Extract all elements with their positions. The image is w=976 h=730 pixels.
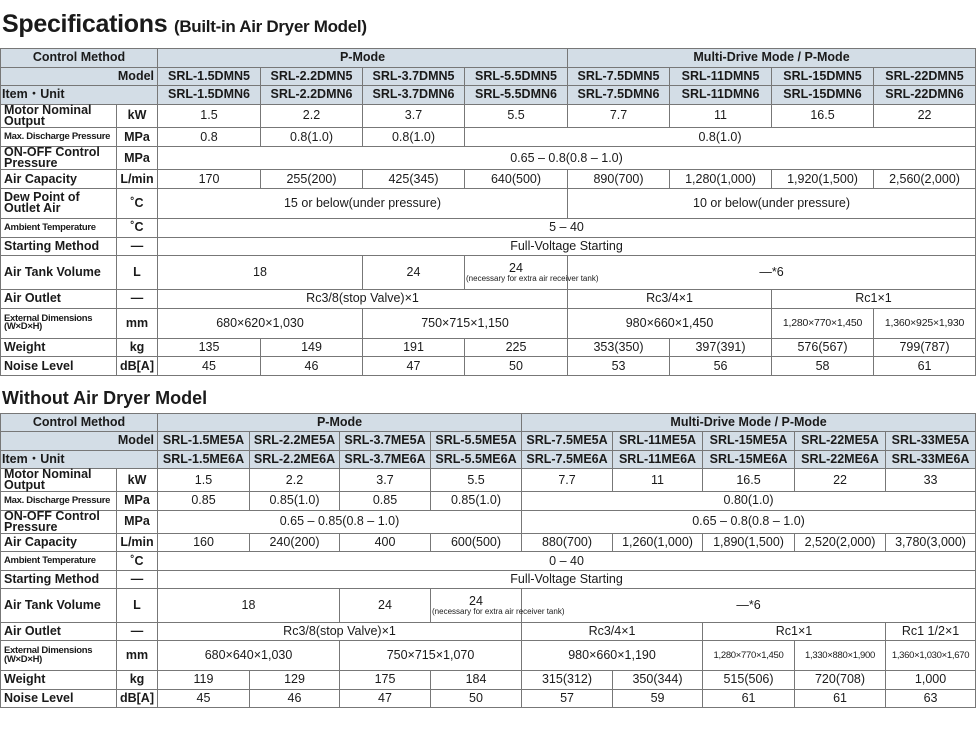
value-cell: 7.7 xyxy=(522,468,613,492)
value-cell: 10 or below(under pressure) xyxy=(568,188,976,218)
value-cell: Rc3/8(stop Valve)×1 xyxy=(158,290,568,309)
model-cell: SRL-33ME5A xyxy=(886,432,976,450)
value-cell: 1,280×770×1,450 xyxy=(703,641,795,671)
multi-mode-header: Multi-Drive Mode / P-Mode xyxy=(522,414,976,432)
value-cell: 799(787) xyxy=(874,338,976,357)
row-label: Starting Method xyxy=(1,570,117,588)
model-cell: SRL-2.2ME6A xyxy=(250,450,340,468)
item-unit-label: Item・Unit xyxy=(1,86,158,105)
value-cell: 15 or below(under pressure) xyxy=(158,188,568,218)
row-onoff xyxy=(1,146,976,170)
model-cell: SRL-5.5ME5A xyxy=(431,432,522,450)
value-cell: Rc3/4×1 xyxy=(568,290,772,309)
model-cell: SRL-7.5DMN6 xyxy=(568,86,670,105)
value-cell: 11 xyxy=(613,468,703,492)
value-cell: 1,360×1,030×1,670 xyxy=(886,641,976,671)
row-unit: ˚C xyxy=(117,218,158,237)
model-cell: SRL-3.7ME6A xyxy=(340,450,431,468)
model-cell: SRL-1.5DMN5 xyxy=(158,67,261,86)
value-cell: 0.8(1.0) xyxy=(465,128,976,147)
value-cell: Rc3/4×1 xyxy=(522,623,703,641)
p-mode-header: P-Mode xyxy=(158,49,568,68)
row-starting xyxy=(1,570,976,588)
row-unit: MPa xyxy=(117,510,158,534)
value-cell: 576(567) xyxy=(772,338,874,357)
value-cell: 47 xyxy=(340,689,431,707)
value-cell: 0.65 – 0.8(0.8 – 1.0) xyxy=(158,146,976,170)
model-cell: SRL-11ME5A xyxy=(613,432,703,450)
value-cell: 750×715×1,150 xyxy=(363,308,568,338)
value-cell: 350(344) xyxy=(613,671,703,689)
row-ambient xyxy=(1,552,976,570)
value-cell: 160 xyxy=(158,534,250,552)
value-cell: 24 xyxy=(340,589,431,623)
row-dew-point xyxy=(1,188,976,218)
model-cell: SRL-5.5DMN5 xyxy=(465,67,568,86)
row-motor xyxy=(1,104,976,128)
model-cell: SRL-3.7DMN6 xyxy=(363,86,465,105)
model-cell: SRL-5.5DMN6 xyxy=(465,86,568,105)
value-cell: 170 xyxy=(158,170,261,189)
header-row-model-a xyxy=(1,432,976,450)
row-unit: MPa xyxy=(117,492,158,510)
row-unit: L/min xyxy=(117,534,158,552)
value-cell: 5.5 xyxy=(431,468,522,492)
value-cell: 119 xyxy=(158,671,250,689)
value-cell: 680×620×1,030 xyxy=(158,308,363,338)
row-discharge xyxy=(1,492,976,510)
row-label: Ambient Temperature xyxy=(1,218,117,237)
spec-table-no-dryer xyxy=(0,413,976,708)
model-cell: SRL-22DMN5 xyxy=(874,67,976,86)
value-cell: 0.85(1.0) xyxy=(431,492,522,510)
row-tank xyxy=(1,256,976,290)
value-cell-tank-note xyxy=(431,589,565,623)
model-cell: SRL-3.7DMN5 xyxy=(363,67,465,86)
value-cell: Full-Voltage Starting xyxy=(158,237,976,256)
value-cell: 149 xyxy=(261,338,363,357)
value-cell: 0.80(1.0) xyxy=(522,492,976,510)
model-cell: SRL-1.5DMN6 xyxy=(158,86,261,105)
model-label: Model xyxy=(1,432,158,450)
value-cell: 16.5 xyxy=(772,104,874,128)
row-label: Air Tank Volume xyxy=(1,589,117,623)
value-cell: —*6 xyxy=(568,256,976,290)
row-label: Dew Point of Outlet Air xyxy=(1,188,117,218)
row-unit: mm xyxy=(117,308,158,338)
value-cell: 1,000 xyxy=(886,671,976,689)
model-label: Model xyxy=(1,67,158,86)
value-cell: 397(391) xyxy=(670,338,772,357)
value-cell: 1.5 xyxy=(158,104,261,128)
row-unit: kW xyxy=(117,104,158,128)
value-cell: 11 xyxy=(670,104,772,128)
value-cell: 3.7 xyxy=(363,104,465,128)
value-cell: 0.8(1.0) xyxy=(363,128,465,147)
value-cell: 1,280(1,000) xyxy=(670,170,772,189)
row-label: Air Outlet xyxy=(1,623,117,641)
row-label: ON-OFF Control Pressure xyxy=(1,146,117,170)
row-unit: kg xyxy=(117,671,158,689)
model-cell: SRL-7.5ME5A xyxy=(522,432,613,450)
value-cell: 175 xyxy=(340,671,431,689)
value-cell-tank-note xyxy=(465,256,599,290)
value-cell: 515(506) xyxy=(703,671,795,689)
value-cell: 400 xyxy=(340,534,431,552)
value-cell: 425(345) xyxy=(363,170,465,189)
value-cell: 1,360×925×1,930 xyxy=(874,308,976,338)
row-label: Starting Method xyxy=(1,237,117,256)
row-unit: ˚C xyxy=(117,552,158,570)
value-cell: 0.85(1.0) xyxy=(250,492,340,510)
row-label: Max. Discharge Pressure xyxy=(1,128,117,147)
model-cell: SRL-3.7ME5A xyxy=(340,432,431,450)
model-cell: SRL-15ME6A xyxy=(703,450,795,468)
value-cell: 2,520(2,000) xyxy=(795,534,886,552)
value-cell: 1,890(1,500) xyxy=(703,534,795,552)
value-cell: 5 – 40 xyxy=(158,218,976,237)
value-cell: 2,560(2,000) xyxy=(874,170,976,189)
value-cell: Full-Voltage Starting xyxy=(158,570,976,588)
value-cell: 0.85 xyxy=(340,492,431,510)
item-unit-label: Item・Unit xyxy=(1,450,158,468)
value-cell: Rc1×1 xyxy=(772,290,976,309)
value-cell: 1,280×770×1,450 xyxy=(772,308,874,338)
value-cell: 1.5 xyxy=(158,468,250,492)
row-label: Air Tank Volume xyxy=(1,256,117,290)
value-cell: 1,920(1,500) xyxy=(772,170,874,189)
row-capacity xyxy=(1,534,976,552)
model-cell: SRL-5.5ME6A xyxy=(431,450,522,468)
model-cell: SRL-1.5ME5A xyxy=(158,432,250,450)
row-dimensions xyxy=(1,641,976,671)
row-unit: — xyxy=(117,623,158,641)
model-cell: SRL-2.2DMN6 xyxy=(261,86,363,105)
row-unit: — xyxy=(117,237,158,256)
value-cell: 53 xyxy=(568,357,670,376)
model-cell: SRL-11DMN5 xyxy=(670,67,772,86)
model-cell: SRL-22ME6A xyxy=(795,450,886,468)
value-cell: Rc3/8(stop Valve)×1 xyxy=(158,623,522,641)
value-cell: —*6 xyxy=(522,589,976,623)
row-unit: MPa xyxy=(117,146,158,170)
value-cell: Rc1 1/2×1 xyxy=(886,623,976,641)
value-cell: 7.7 xyxy=(568,104,670,128)
value-cell: 16.5 xyxy=(703,468,795,492)
row-unit: — xyxy=(117,290,158,309)
value-cell: 1,330×880×1,900 xyxy=(795,641,886,671)
model-cell: SRL-15DMN6 xyxy=(772,86,874,105)
row-label: Air Outlet xyxy=(1,290,117,309)
value-cell: 18 xyxy=(158,256,363,290)
row-label: External Dimensions (W×D×H) xyxy=(1,308,117,338)
value-cell: 58 xyxy=(772,357,874,376)
title-subtitle: (Built-in Air Dryer Model) xyxy=(173,17,367,36)
row-capacity xyxy=(1,170,976,189)
row-unit: kg xyxy=(117,338,158,357)
value-cell: 750×715×1,070 xyxy=(340,641,522,671)
value-cell: 240(200) xyxy=(250,534,340,552)
row-unit: L xyxy=(117,256,158,290)
value-cell: 129 xyxy=(250,671,340,689)
value-cell: 3,780(3,000) xyxy=(886,534,976,552)
row-label: Air Capacity xyxy=(1,170,117,189)
multi-mode-header: Multi-Drive Mode / P-Mode xyxy=(568,49,976,68)
value-cell: 22 xyxy=(874,104,976,128)
row-weight xyxy=(1,338,976,357)
value-cell: 59 xyxy=(613,689,703,707)
tank-value: 24 xyxy=(509,261,523,276)
row-noise xyxy=(1,357,976,376)
row-label: Motor Nominal Output xyxy=(1,468,117,492)
row-outlet xyxy=(1,623,976,641)
row-tank xyxy=(1,589,976,623)
model-cell: SRL-7.5DMN5 xyxy=(568,67,670,86)
value-cell: 33 xyxy=(886,468,976,492)
value-cell: 640(500) xyxy=(465,170,568,189)
row-label: Weight xyxy=(1,671,117,689)
value-cell: 880(700) xyxy=(522,534,613,552)
value-cell: 0.65 – 0.85(0.8 – 1.0) xyxy=(158,510,522,534)
row-unit: mm xyxy=(117,641,158,671)
value-cell: 255(200) xyxy=(261,170,363,189)
model-cell: SRL-22ME5A xyxy=(795,432,886,450)
header-row-model-b xyxy=(1,86,976,105)
header-row-model-b xyxy=(1,450,976,468)
value-cell: 46 xyxy=(250,689,340,707)
page-title xyxy=(2,10,367,39)
header-row-model-a xyxy=(1,67,976,86)
value-cell: 63 xyxy=(886,689,976,707)
row-dimensions xyxy=(1,308,976,338)
header-row-control xyxy=(1,49,976,68)
value-cell: 2.2 xyxy=(261,104,363,128)
value-cell: 980×660×1,450 xyxy=(568,308,772,338)
model-cell: SRL-1.5ME6A xyxy=(158,450,250,468)
row-discharge xyxy=(1,128,976,147)
row-onoff xyxy=(1,510,976,534)
model-cell: SRL-15DMN5 xyxy=(772,67,874,86)
control-method-label: Control Method xyxy=(1,414,158,432)
value-cell: 353(350) xyxy=(568,338,670,357)
tank-value: 24 xyxy=(469,594,483,609)
row-ambient xyxy=(1,218,976,237)
row-unit: MPa xyxy=(117,128,158,147)
value-cell: 50 xyxy=(465,357,568,376)
title-main: Specifications xyxy=(2,10,168,38)
row-unit: L xyxy=(117,589,158,623)
row-label: External Dimensions (W×D×H) xyxy=(1,641,117,671)
row-label: Ambient Temperature xyxy=(1,552,117,570)
value-cell: Rc1×1 xyxy=(703,623,886,641)
row-label: Noise Level xyxy=(1,357,117,376)
row-outlet xyxy=(1,290,976,309)
value-cell: 46 xyxy=(261,357,363,376)
p-mode-header: P-Mode xyxy=(158,414,522,432)
row-noise xyxy=(1,689,976,707)
value-cell: 0.65 – 0.8(0.8 – 1.0) xyxy=(522,510,976,534)
row-unit: dB[A] xyxy=(117,689,158,707)
value-cell: 57 xyxy=(522,689,613,707)
spec-table-dryer xyxy=(0,48,976,376)
value-cell: 680×640×1,030 xyxy=(158,641,340,671)
value-cell: 24 xyxy=(363,256,465,290)
value-cell: 225 xyxy=(465,338,568,357)
value-cell: 315(312) xyxy=(522,671,613,689)
row-unit: — xyxy=(117,570,158,588)
row-unit: dB[A] xyxy=(117,357,158,376)
control-method-label: Control Method xyxy=(1,49,158,68)
value-cell: 600(500) xyxy=(431,534,522,552)
row-label: Noise Level xyxy=(1,689,117,707)
value-cell: 1,260(1,000) xyxy=(613,534,703,552)
row-unit: kW xyxy=(117,468,158,492)
value-cell: 45 xyxy=(158,357,261,376)
value-cell: 61 xyxy=(795,689,886,707)
row-unit: L/min xyxy=(117,170,158,189)
value-cell: 135 xyxy=(158,338,261,357)
tank-note: (necessary for extra air receiver tank) xyxy=(432,607,565,617)
header-row-control xyxy=(1,414,976,432)
value-cell: 22 xyxy=(795,468,886,492)
model-cell: SRL-2.2DMN5 xyxy=(261,67,363,86)
value-cell: 61 xyxy=(874,357,976,376)
row-label: Air Capacity xyxy=(1,534,117,552)
row-starting xyxy=(1,237,976,256)
row-label: Weight xyxy=(1,338,117,357)
value-cell: 0.85 xyxy=(158,492,250,510)
value-cell: 0.8 xyxy=(158,128,261,147)
model-cell: SRL-33ME6A xyxy=(886,450,976,468)
model-cell: SRL-2.2ME5A xyxy=(250,432,340,450)
value-cell: 5.5 xyxy=(465,104,568,128)
row-motor xyxy=(1,468,976,492)
value-cell: 890(700) xyxy=(568,170,670,189)
value-cell: 980×660×1,190 xyxy=(522,641,703,671)
value-cell: 18 xyxy=(158,589,340,623)
value-cell: 0.8(1.0) xyxy=(261,128,363,147)
value-cell: 50 xyxy=(431,689,522,707)
row-weight xyxy=(1,671,976,689)
model-cell: SRL-11DMN6 xyxy=(670,86,772,105)
row-label: Max. Discharge Pressure xyxy=(1,492,117,510)
value-cell: 184 xyxy=(431,671,522,689)
model-cell: SRL-15ME5A xyxy=(703,432,795,450)
value-cell: 191 xyxy=(363,338,465,357)
row-label: ON-OFF Control Pressure xyxy=(1,510,117,534)
model-cell: SRL-22DMN6 xyxy=(874,86,976,105)
value-cell: 720(708) xyxy=(795,671,886,689)
value-cell: 45 xyxy=(158,689,250,707)
value-cell: 61 xyxy=(703,689,795,707)
row-unit: ˚C xyxy=(117,188,158,218)
tank-note: (necessary for extra air receiver tank) xyxy=(466,274,599,284)
value-cell: 0 – 40 xyxy=(158,552,976,570)
value-cell: 3.7 xyxy=(340,468,431,492)
section-title-without-dryer: Without Air Dryer Model xyxy=(2,388,208,408)
value-cell: 47 xyxy=(363,357,465,376)
model-cell: SRL-11ME6A xyxy=(613,450,703,468)
row-label: Motor Nominal Output xyxy=(1,104,117,128)
value-cell: 2.2 xyxy=(250,468,340,492)
model-cell: SRL-7.5ME6A xyxy=(522,450,613,468)
value-cell: 56 xyxy=(670,357,772,376)
